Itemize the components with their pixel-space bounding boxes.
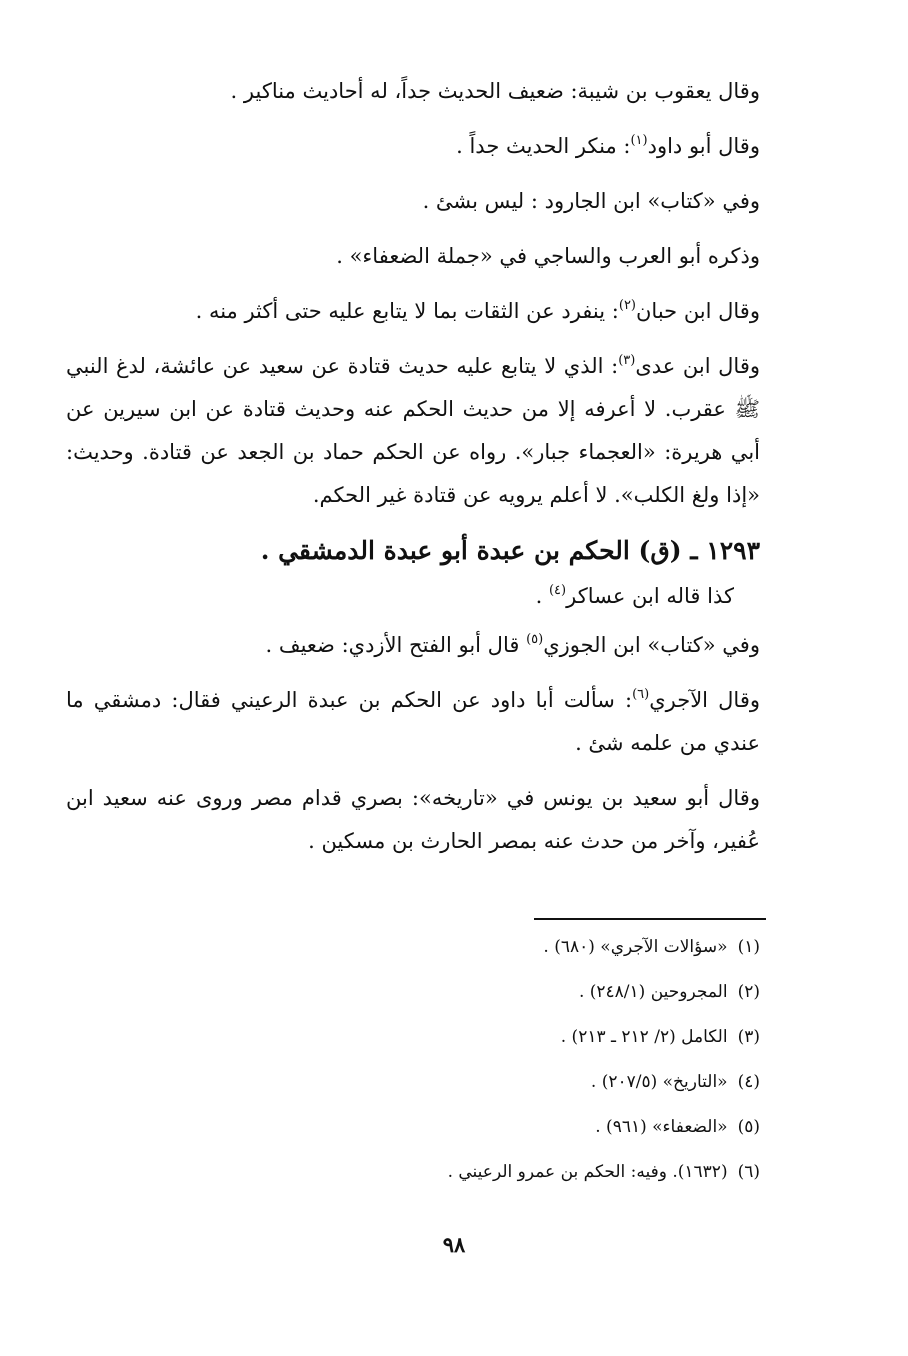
footnote-number: (٥) [737, 1117, 760, 1137]
footnotes-list [100, 936, 760, 1206]
paragraph-ibn-jawzi [66, 624, 760, 667]
footnote-item [100, 1116, 760, 1139]
text-part: : سألت أبا داود عن الحكم بن عبدة الرعيني فقال: دمشقي ما عندي من علمه شئ . [66, 688, 760, 755]
footnote-item [100, 1161, 760, 1184]
footnote-item [100, 1071, 760, 1094]
paragraph-ibn-adi [66, 345, 760, 517]
footnote-text: الكامل (٢/ ٢١٢ ـ ٢١٣) . [560, 1027, 728, 1047]
paragraph-abu-dawud [66, 125, 760, 168]
footnote-text: المجروحين (٢٤٨/١) . [578, 982, 728, 1002]
footnote-ref[interactable]: (٦) [632, 687, 650, 702]
footnote-item [100, 936, 760, 959]
footnote-ref[interactable]: (١) [630, 133, 648, 148]
paragraph-ibn-hibban [66, 290, 760, 333]
page-number: ٩٨ [442, 1232, 466, 1257]
footnote-text: «سؤالات الآجري» (٦٨٠) . [543, 937, 728, 957]
text-part: : منكر الحديث جداً . [456, 134, 631, 158]
text-part: وقال الآجري [649, 688, 760, 712]
main-text [66, 70, 760, 875]
paragraph-ibn-asakir [66, 575, 760, 618]
paragraph-yaqub: وقال يعقوب بن شيبة: ضعيف الحديث جداً، له أحاديث مناكير . [230, 79, 760, 103]
text-part: وفي «كتاب» ابن الجوزي [543, 633, 760, 657]
footnote-number: (٣) [737, 1027, 760, 1047]
text-part: : ينفرد عن الثقات بما لا يتابع عليه حتى أكثر منه . [195, 299, 619, 323]
footnote-ref[interactable]: (٢) [618, 298, 636, 313]
text-part: وقال ابن عدى [635, 354, 761, 378]
footnote-number: (٦) [737, 1162, 760, 1182]
footnote-text: (١٦٣٢). وفيه: الحكم بن عمرو الرعيني . [447, 1162, 728, 1182]
text-part: وقال ابن حبان [636, 299, 760, 323]
text-part: وقال أبو داود [647, 134, 760, 158]
footnote-item [100, 1026, 760, 1049]
text-part: كذا قاله ابن عساكر [566, 584, 734, 608]
footnote-number: (٤) [737, 1072, 760, 1092]
footnote-text: «الضعفاء» (٩٦١) . [595, 1117, 728, 1137]
footnote-divider [534, 918, 766, 920]
entry-heading: ١٢٩٣ ـ (ق) الحكم بن عبدة أبو عبدة الدمشقي . [260, 536, 760, 565]
footnote-ref[interactable]: (٤) [548, 583, 567, 598]
text-part: : الذي لا يتابع عليه حديث قتادة عن سعيد عن عائشة، لدغ النبي ﷺ عقرب. لا أعرفه إلا من حديث الحكم عنه وحديث قتادة عن ابن سيرين عن أبي هريرة: «العجماء جبار». رواه عن الحكم حماد بن الجعد عن قتادة. وحديث: «إذا ولغ الكلب». لا أعلم يرويه عن قتادة غير الحكم. [66, 354, 760, 507]
text-part: قال أبو الفتح الأزدي: ضعيف . [265, 633, 527, 657]
text-part: . [535, 584, 549, 608]
paragraph-ajurri [66, 679, 760, 765]
footnote-number: (١) [737, 937, 760, 957]
footnote-item [100, 981, 760, 1004]
footnote-ref[interactable]: (٣) [618, 353, 636, 368]
paragraph-ibn-jarud: وفي «كتاب» ابن الجارود : ليس بشئ . [422, 189, 760, 213]
paragraph-abu-arab: وذكره أبو العرب والساجي في «جملة الضعفاء» . [336, 244, 760, 268]
footnote-ref[interactable]: (٥) [526, 632, 544, 647]
footnote-text: «التاريخ» (٢٠٧/٥) . [590, 1072, 728, 1092]
paragraph-ibn-yunus: وقال أبو سعيد بن يونس في «تاريخه»: بصري قدام مصر وروى عنه سعيد ابن عُفير، وآخر من حدث عنه بمصر الحارث بن مسكين . [66, 786, 760, 853]
footnote-number: (٢) [737, 982, 760, 1002]
